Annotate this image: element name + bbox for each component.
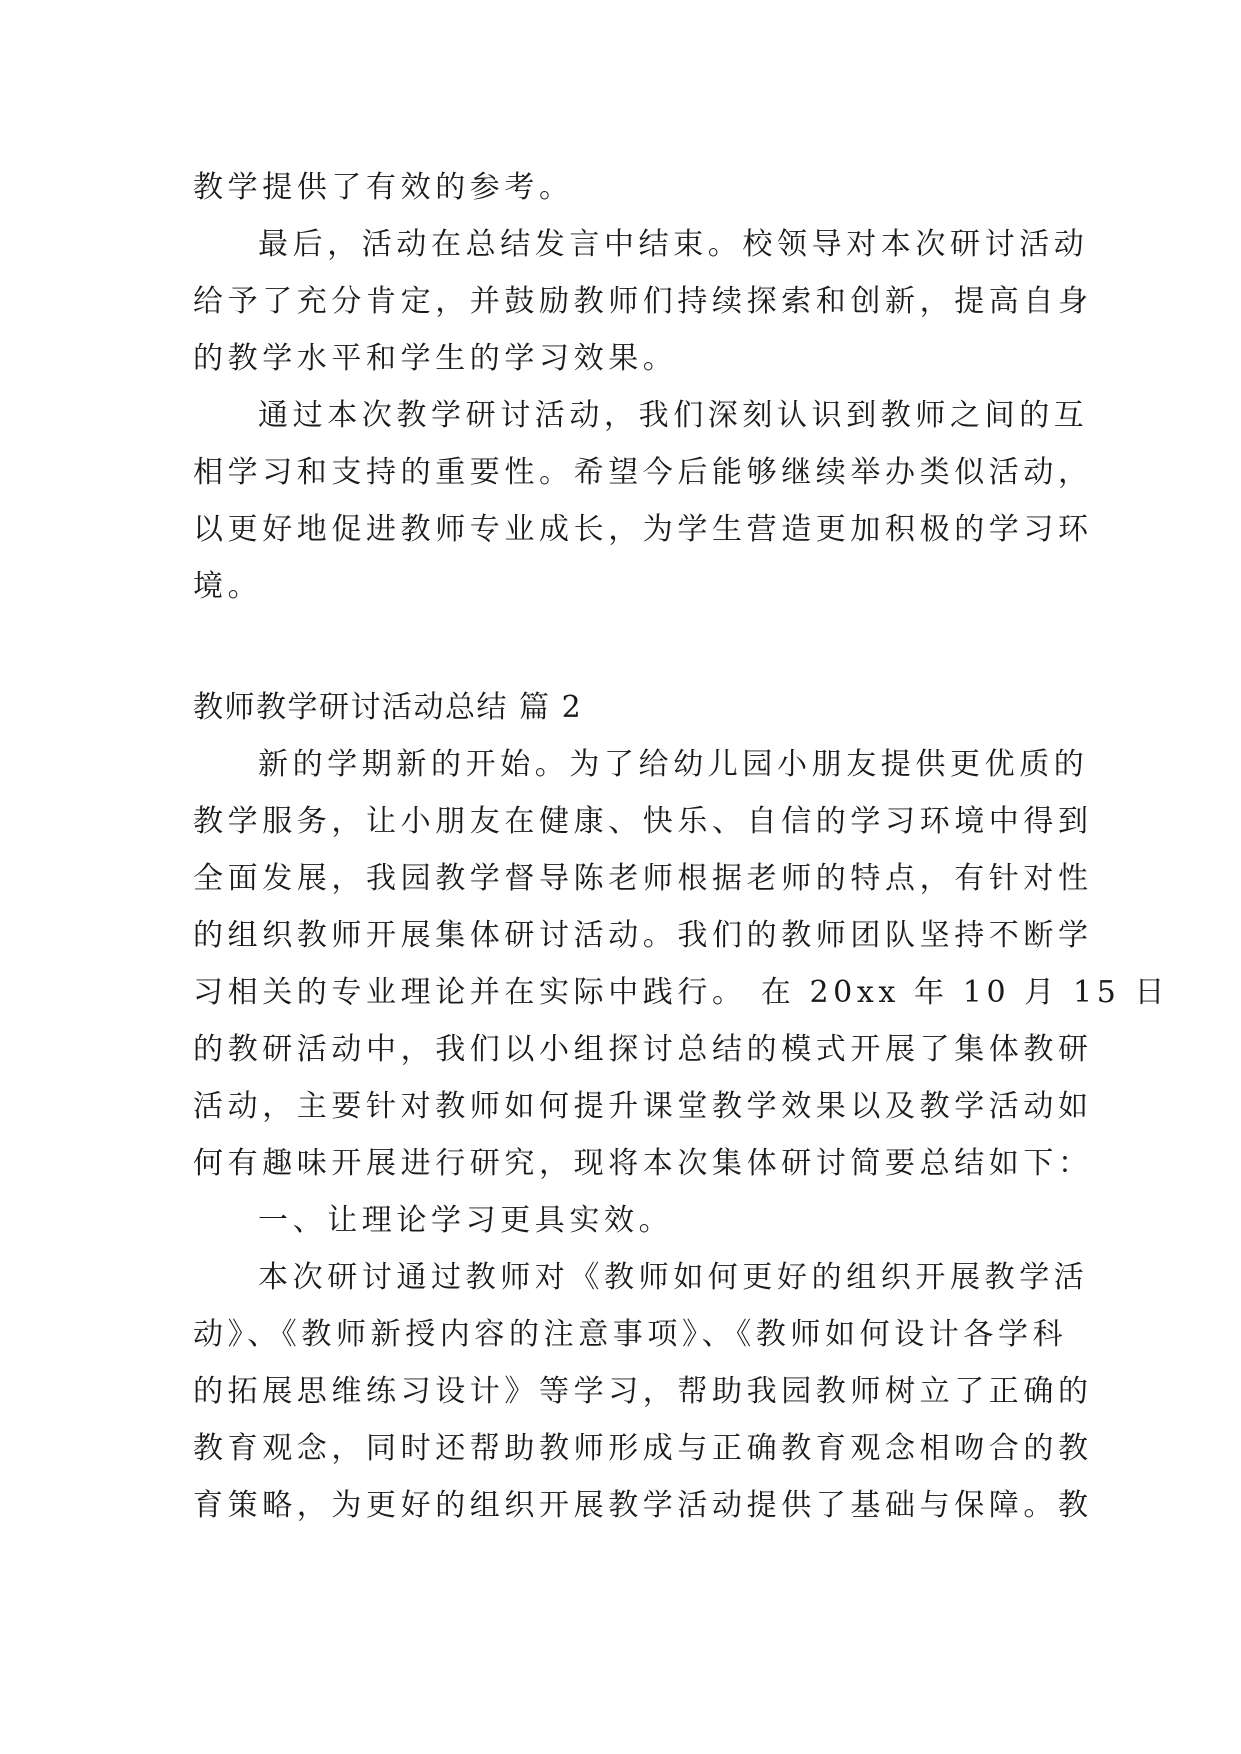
paragraph-first-line: 最后，活动在总结发言中结束。校领导对本次研讨活动 (258, 227, 1089, 262)
text-line: 全面发展，我园教学督导陈老师根据老师的特点，有针对性 (193, 861, 1093, 896)
text-line: 教育观念，同时还帮助教师形成与正确教育观念相吻合的教 (193, 1431, 1093, 1466)
text-line: 习相关的专业理论并在实际中践行。 在 20xx 年 10 月 15 日 (193, 975, 1170, 1010)
paragraph-first-line: 通过本次教学研讨活动，我们深刻认识到教师之间的互 (258, 398, 1089, 433)
text-line: 的拓展思维练习设计》等学习，帮助我园教师树立了正确的 (193, 1374, 1093, 1409)
text-line: 育策略，为更好的组织开展教学活动提供了基础与保障。教 (193, 1488, 1093, 1523)
text-line: 境。 (193, 569, 263, 604)
text-line: 教学提供了有效的参考。 (193, 170, 574, 205)
text-line: 教学服务，让小朋友在健康、快乐、自信的学习环境中得到 (193, 804, 1093, 839)
paragraph-first-line: 新的学期新的开始。为了给幼儿园小朋友提供更优质的 (258, 747, 1089, 782)
text-line: 给予了充分肯定，并鼓励教师们持续探索和创新，提高自身 (193, 284, 1093, 319)
text-line: 动》、《教师新授内容的注意事项》、《教师如何设计各学科 (193, 1317, 1068, 1352)
text-line: 的教学水平和学生的学习效果。 (193, 341, 678, 376)
text-line: 相学习和支持的重要性。希望今后能够继续举办类似活动， (193, 455, 1093, 490)
text-line: 以更好地促进教师专业成长，为学生营造更加积极的学习环 (193, 512, 1093, 547)
text-line: 的教研活动中，我们以小组探讨总结的模式开展了集体教研 (193, 1032, 1093, 1067)
section-heading: 教师教学研讨活动总结 篇 2 (193, 690, 583, 725)
paragraph-first-line: 本次研讨通过教师对《教师如何更好的组织开展教学活 (258, 1260, 1089, 1295)
text-line: 的组织教师开展集体研讨活动。我们的教师团队坚持不断学 (193, 918, 1093, 953)
text-line: 何有趣味开展进行研究，现将本次集体研讨简要总结如下： (193, 1146, 1093, 1181)
subsection-heading: 一、让理论学习更具实效。 (258, 1203, 674, 1238)
text-line: 活动，主要针对教师如何提升课堂教学效果以及教学活动如 (193, 1089, 1093, 1124)
